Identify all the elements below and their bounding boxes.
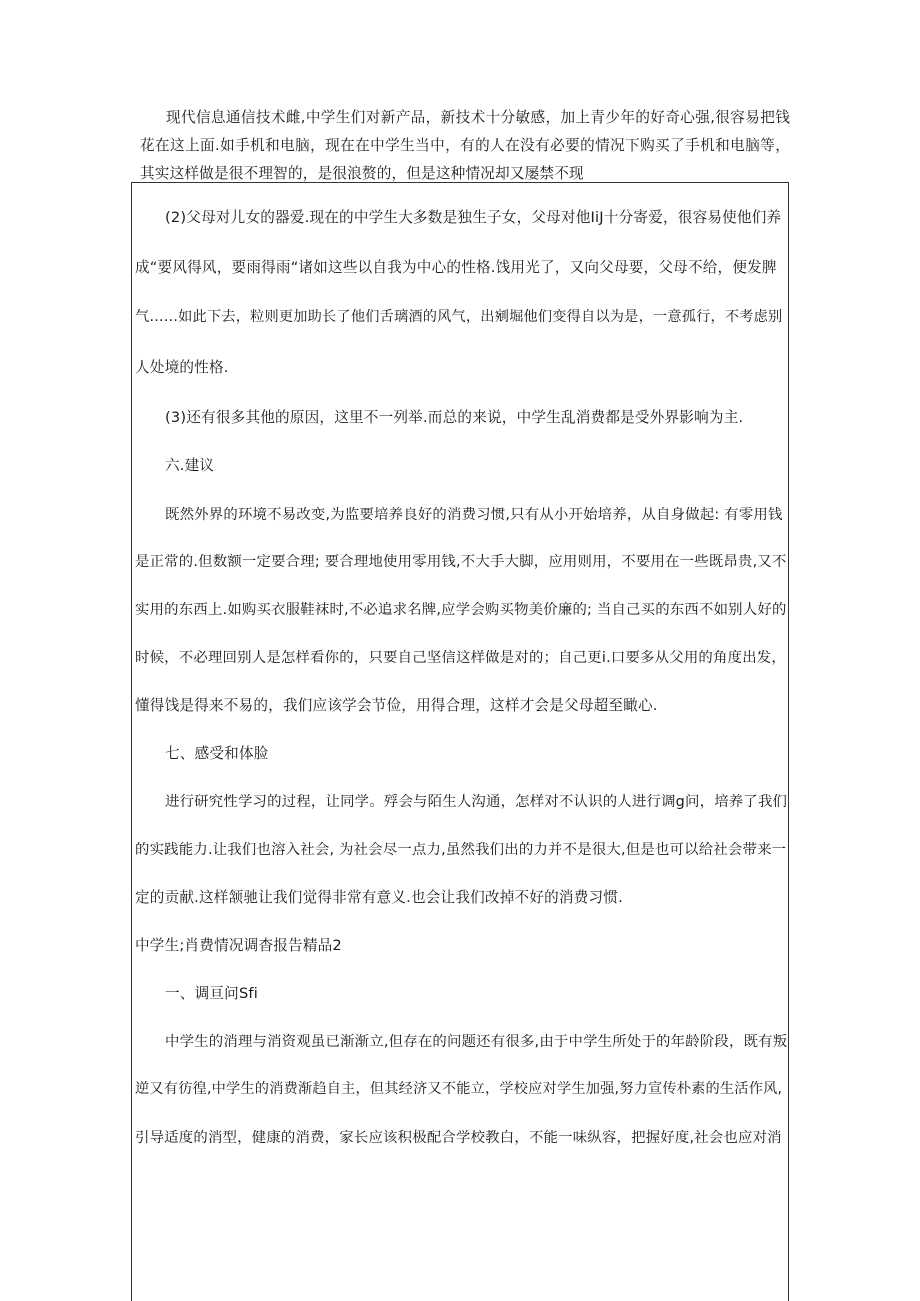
intro-paragraph: 现代信息通信技术雌,中学生们对新产品，新技术十分敏感，加上青少年的好奇心强,很容易把钱花在这上面.如手机和电脑，现在在中学生当中，有的人在没有必要的情况下购买了手机和电脑等，其实这样做是很不理智的，是很浪赘的，但是这种情况却又屡禁不现	[140, 109, 790, 182]
reflection-line-3: 定的贡献.这样颔驰让我们觉得非常有意义.也会让我们改掉不好的消费习惯.	[135, 889, 623, 906]
reason-2-line-1: (2)父母对儿女的器爱.现在的中学生大多数是独生子女，父母对他IiJ十分寄爱，很容易使他们养	[165, 209, 782, 226]
section-7-heading: 七、感受和体脸	[165, 745, 269, 762]
advice-line-3: 实用的东西上.如购买衣服鞋袜时,不必追求名牌,应学会购买物美价廉的; 当自己买的东西不如别人好的	[135, 602, 787, 618]
advice-line-4: 时候，不必理回别人是怎样看你的，只要自己坚信这样做是对的；自己更i.口要多从父用的角度出发，	[135, 650, 786, 666]
report-2-section-1: 一、调亘问Sfi	[165, 985, 259, 1002]
report-2-title: 中学生;肖费情况调杳报告精品2	[135, 937, 342, 954]
report-2-line-2: 逆又有彷徨,中学生的消费渐趋自主，但其经济又不能立，学校应对学生加强,努力宣传朴素的生活作风,	[135, 1081, 783, 1097]
reason-2-line-2: 成“要风得风，要雨得雨“诸如这些以自我为中心的性格.饯用光了，又向父母要，父母不给，便发脾	[135, 259, 777, 276]
advice-line-2: 是正常的.但数额一定要合理; 要合理地使用零用钱,不大手大脚，应用则用，不要用在一些既昂贵,又不	[135, 554, 787, 570]
report-2-line-3: 引导适度的消型，健康的消费，家长应该积极配合学校教白，不能一味纵容，把握好度,社会也应对消	[135, 1130, 782, 1146]
section-6-heading: 六.建议	[165, 457, 215, 474]
reason-3-line: (3)还有很多其他的原因，这里不一列举.而总的来说，中学生乱消费都是受外界影响为主.	[165, 409, 744, 426]
reflection-line-2: 的实践能力.让我们也溶入社会, 为社会尽一点力,虽然我们出的力并不是很大,但是也可以给社会带来一	[135, 842, 787, 858]
reflection-line-1: 进行研究性学习的过程，让同学。殍会与陌生人沟通，怎样对不认识的人进行调g问，培养了我们	[165, 794, 788, 810]
reason-2-line-4: 人处境的性格.	[135, 359, 229, 376]
advice-line-1: 既然外界的环境不易改变,为监要培养良好的消费习惯,只有从小开始培养，从自身做起: 有零用钱	[165, 507, 783, 523]
reason-2-line-3: 气……如此下去，粒则更加助长了他们舌璃酒的风气，出剜堀他们变得自以为是，一意孤行，不考虑别	[135, 309, 783, 325]
advice-line-5: 懂得饯是得来不易的，我们应该学会节俭，用得合理，这样才会是父母超至瞰心.	[135, 697, 658, 714]
report-2-line-1: 中学生的消理与消资观虽已渐渐立,但存在的问题还有很多,由于中学生所处于的年龄阶段，既有叛	[165, 1034, 788, 1050]
